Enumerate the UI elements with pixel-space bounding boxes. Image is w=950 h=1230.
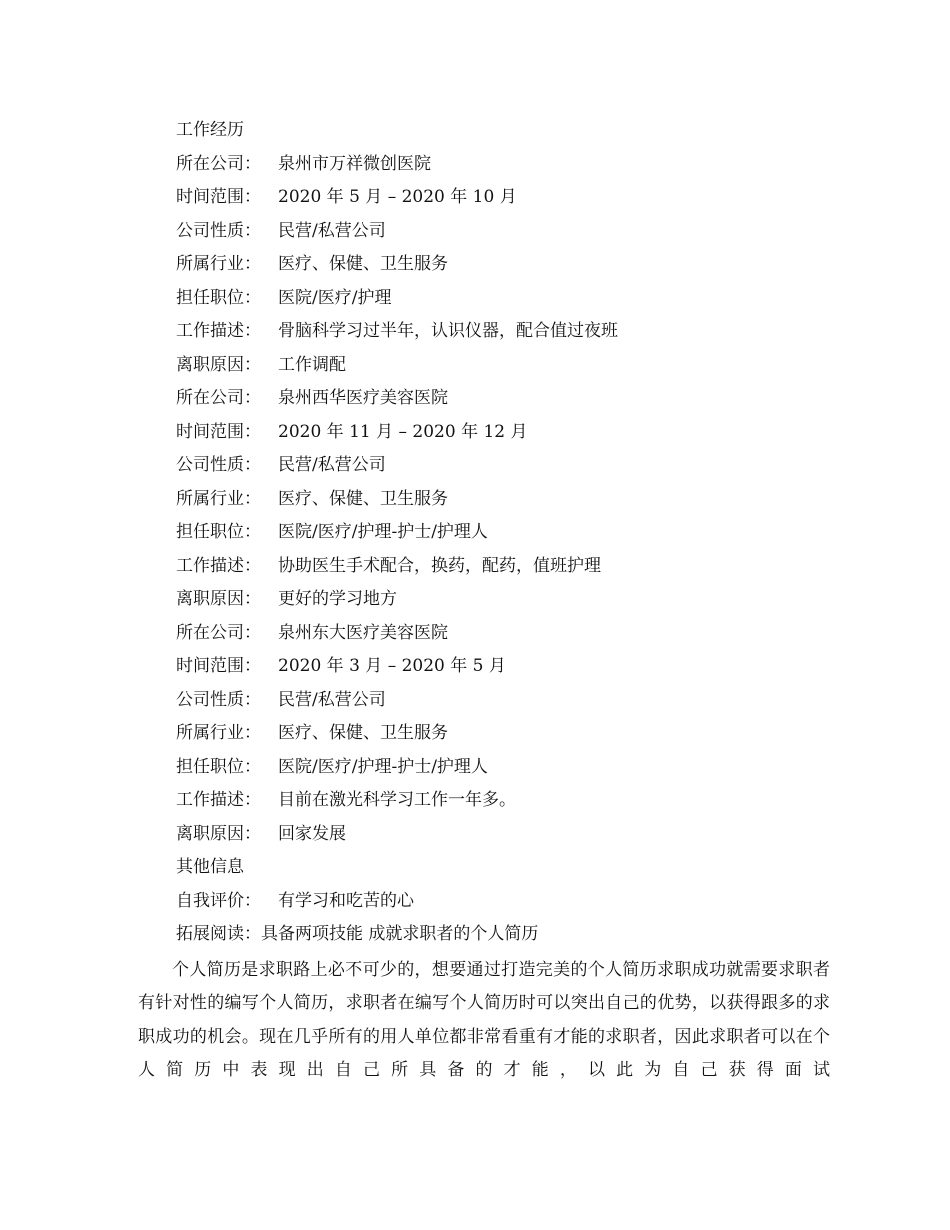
field-nature bbox=[138, 684, 830, 718]
field-label: 所在公司： bbox=[176, 388, 261, 408]
field-self-evaluation bbox=[138, 885, 830, 919]
job-entry bbox=[138, 148, 830, 383]
field-label: 时间范围： bbox=[176, 656, 261, 676]
extended-reading-title: 拓展阅读：具备两项技能 成就求职者的个人简历 bbox=[176, 924, 539, 944]
field-nature bbox=[138, 215, 830, 249]
field-label: 时间范围： bbox=[176, 421, 261, 442]
field-value: 工作调配 bbox=[278, 354, 346, 375]
field-value: 骨脑科学习过半年，认识仪器，配合值过夜班 bbox=[278, 321, 618, 341]
field-label: 工作描述： bbox=[176, 790, 261, 810]
field-label: 担任职位： bbox=[176, 522, 261, 542]
field-value: 医院/医疗/护理-护士/护理人 bbox=[278, 522, 488, 542]
field-position bbox=[138, 751, 830, 785]
field-label: 工作描述： bbox=[176, 321, 261, 341]
field-value: 泉州市万祥微创医院 bbox=[278, 153, 431, 174]
field-description bbox=[138, 315, 830, 349]
field-value: 医疗、保健、卫生服务 bbox=[278, 254, 448, 274]
field-time bbox=[138, 650, 830, 684]
field-position bbox=[138, 282, 830, 316]
field-value: 目前在激光科学习工作一年多。 bbox=[278, 790, 516, 810]
field-value: 协助医生手术配合，换药，配药，值班护理 bbox=[278, 555, 601, 576]
field-value: 2020 年 11 月 – 2020 年 12 月 bbox=[278, 421, 528, 442]
resume-content bbox=[138, 114, 830, 1088]
field-leave-reason bbox=[138, 583, 830, 617]
job-entry bbox=[138, 617, 830, 852]
field-value: 民营/私营公司 bbox=[278, 220, 386, 241]
field-value: 泉州东大医疗美容医院 bbox=[278, 622, 448, 643]
field-time bbox=[138, 181, 830, 215]
field-industry bbox=[138, 483, 830, 517]
field-leave-reason bbox=[138, 349, 830, 383]
field-value: 民营/私营公司 bbox=[278, 455, 386, 475]
field-label: 离职原因： bbox=[176, 354, 261, 375]
field-label: 担任职位： bbox=[176, 287, 261, 308]
field-value: 医院/医疗/护理-护士/护理人 bbox=[278, 756, 488, 777]
field-industry bbox=[138, 248, 830, 282]
field-description bbox=[138, 784, 830, 818]
field-value: 泉州西华医疗美容医院 bbox=[278, 388, 448, 408]
field-leave-reason bbox=[138, 818, 830, 852]
field-label: 所在公司： bbox=[176, 622, 261, 643]
job-entry bbox=[138, 382, 830, 617]
field-label: 离职原因： bbox=[176, 589, 261, 609]
section-heading-work: 工作经历 bbox=[176, 120, 244, 140]
field-label: 时间范围： bbox=[176, 187, 261, 207]
field-value: 医院/医疗/护理 bbox=[278, 287, 392, 308]
field-value: 更好的学习地方 bbox=[278, 589, 397, 609]
field-value: 医疗、保健、卫生服务 bbox=[278, 488, 448, 509]
field-label: 公司性质： bbox=[176, 220, 261, 241]
field-label: 公司性质： bbox=[176, 455, 261, 475]
field-label: 担任职位： bbox=[176, 756, 261, 777]
field-value: 2020 年 5 月 – 2020 年 10 月 bbox=[278, 187, 517, 207]
field-position bbox=[138, 516, 830, 550]
field-description bbox=[138, 550, 830, 584]
field-industry bbox=[138, 717, 830, 751]
field-value: 回家发展 bbox=[278, 823, 346, 844]
section-heading-other: 其他信息 bbox=[176, 857, 244, 877]
article-body bbox=[138, 954, 830, 1088]
field-label: 所属行业： bbox=[176, 488, 261, 509]
field-time bbox=[138, 416, 830, 450]
field-label: 所在公司： bbox=[176, 153, 261, 174]
field-label: 所属行业： bbox=[176, 723, 261, 743]
field-label: 所属行业： bbox=[176, 254, 261, 274]
field-company bbox=[138, 148, 830, 182]
field-nature bbox=[138, 449, 830, 483]
field-company bbox=[138, 617, 830, 651]
field-label: 公司性质： bbox=[176, 689, 261, 710]
field-value: 2020 年 3 月 – 2020 年 5 月 bbox=[278, 656, 506, 676]
field-label: 工作描述： bbox=[176, 555, 261, 576]
article-paragraph: 个人简历是求职路上必不可少的，想要通过打造完美的个人简历求职成功就需要求职者有针对性的编写个人简历，求职者在编写个人简历时可以突出自己的优势，以获得跟多的求职成功的机会。现在几乎所有的用人单位都非常看重有才能的求职者，因此求职者可以在个人简历中表现出自己所具备的才能，以此为自己获得面试 bbox=[138, 959, 830, 1080]
field-label: 离职原因： bbox=[176, 823, 261, 844]
field-value: 民营/私营公司 bbox=[278, 689, 386, 710]
field-company bbox=[138, 382, 830, 416]
field-label: 自我评价： bbox=[176, 890, 261, 911]
field-value: 医疗、保健、卫生服务 bbox=[278, 723, 448, 743]
field-value: 有学习和吃苦的心 bbox=[278, 890, 414, 911]
